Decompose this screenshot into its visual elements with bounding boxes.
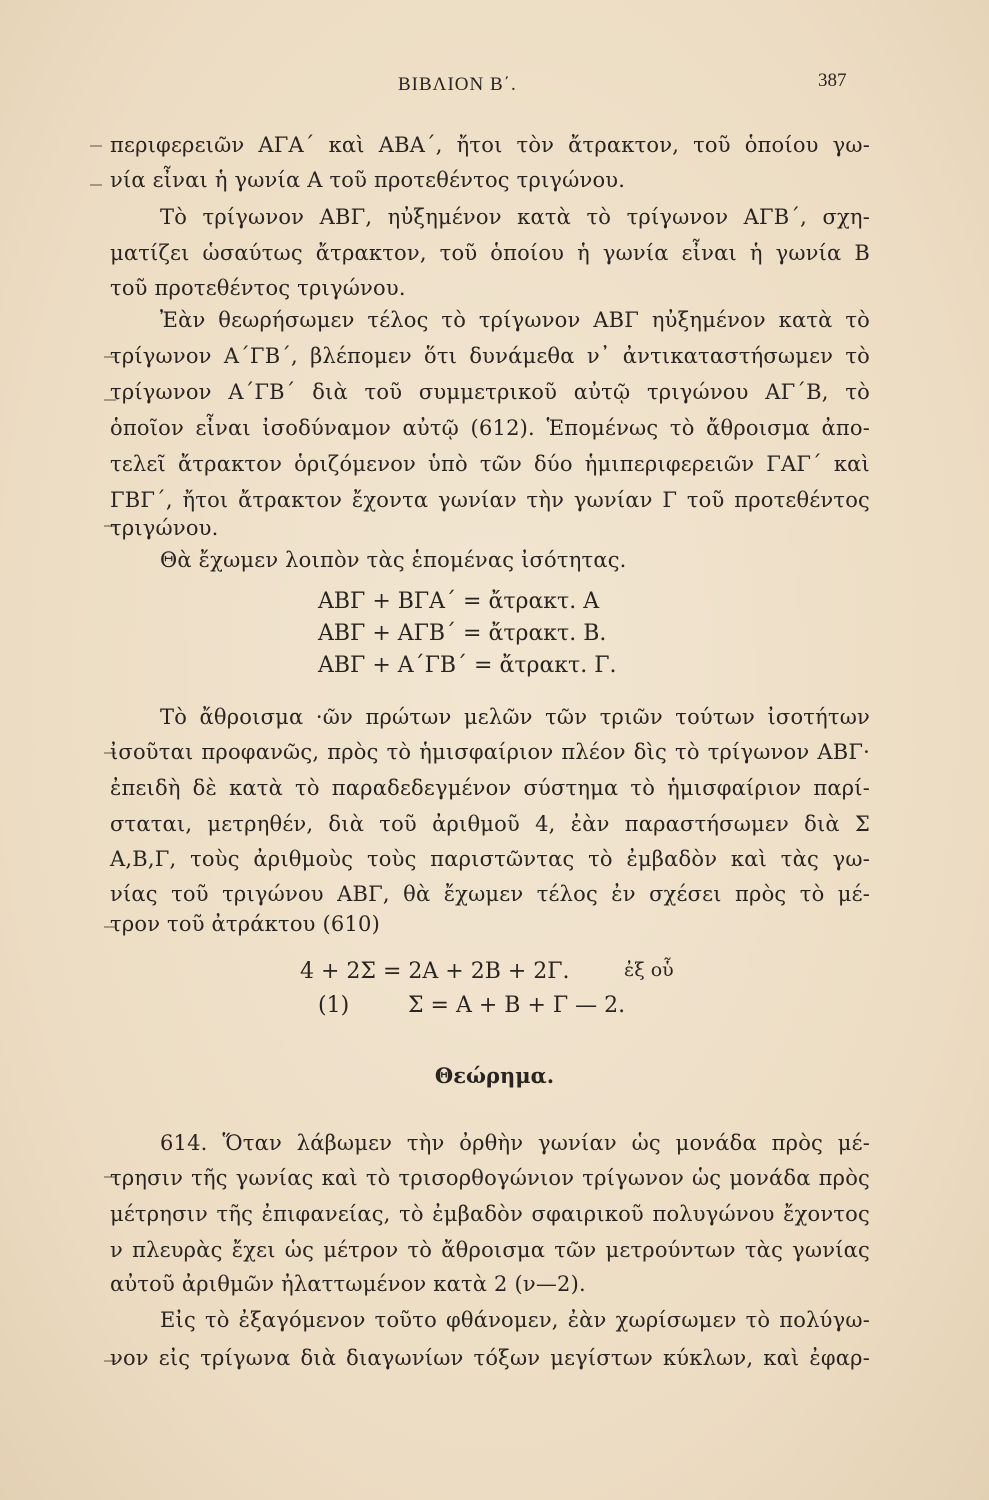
text-line: σταται, μετρηθέν, διὰ τοῦ ἀριθμοῦ 4, ἐὰν παραστήσωμεν διὰ Σ [110,812,870,836]
text-line: τρίγωνον Α΄ΓΒ΄ διὰ τοῦ συμμετρικοῦ αὐτῷ τριγώνου ΑΓ΄Β, τὸ [110,380,870,404]
text-line: νίας τοῦ τριγώνου ΑΒΓ, θὰ ἔχωμεν τέλος ἐν σχέσει πρὸς τὸ μέ- [110,882,870,906]
equation-suffix: ἐξ οὗ [624,959,674,981]
equation: ΑΒΓ + ΒΓΑ΄ = ἄτρακτ. Α [318,589,600,614]
text-line: τρίγωνον Α΄ΓΒ΄, βλέπομεν ὅτι δυνάμεθα ν᾽ ἀντικαταστήσωμεν τὸ [110,344,870,368]
text-line: ν πλευρὰς ἔχει ὡς μέτρον τὸ ἄθροισμα τῶν μετρούντων τὰς γωνίας [110,1238,870,1262]
equation-label: (1) [318,993,350,1018]
text-line: περιφερειῶν ΑΓΑ΄ καὶ ΑΒΑ΄, ἤτοι τὸν ἄτρακτον, τοῦ ὁποίου γω- [110,133,870,157]
running-title: ΒΙΒΛΙΟΝ Β΄. [398,74,517,95]
paragraph-4: Θὰ ἔχωμεν λοιπὸν τὰς ἑπομένας ἰσότητας. [160,548,627,572]
margin-mark [90,184,102,186]
text-line: τρον τοῦ ἀτράκτου (610) [110,912,380,936]
text-line: Τὸ τρίγωνον ΑΒΓ, ηὐξημένον κατὰ τὸ τρίγωνον ΑΓΒ΄, σχη- [160,205,870,229]
page-number: 387 [818,70,847,91]
margin-mark [90,145,102,147]
text-line: Τὸ ἄθροισμα ·ῶν πρώτων μελῶν τῶν τριῶν τούτων ἰσοτήτων [160,705,870,729]
equation: ΑΒΓ + Α΄ΓΒ΄ = ἄτρακτ. Γ. [318,653,617,678]
text-line: τελεῖ ἄτρακτον ὁριζόμενον ὑπὸ τῶν δύο ἡμιπεριφερειῶν ΓΑΓ΄ καὶ [110,452,870,476]
text-line: νον εἰς τρίγωνα διὰ διαγωνίων τόξων μεγίστων κύκλων, καὶ ἐφαρ- [110,1346,870,1370]
text-line: Εἰς τὸ ἐξαγόμενον τοῦτο φθάνομεν, ἐὰν χωρίσωμεν τὸ πολύγω- [160,1308,870,1332]
theorem-heading: Θεώρημα. [434,1063,555,1088]
text-line: νία εἶναι ἡ γωνία Α τοῦ προτεθέντος τριγώνου. [110,168,626,192]
text-line: ματίζει ὡσαύτως ἄτρακτον, τοῦ ὁποίου ἡ γωνία εἶναι ἡ γωνία Β [110,241,870,265]
text-line: τοῦ προτεθέντος τριγώνου. [110,276,406,300]
text-line: ὁποῖον εἶναι ἰσοδύναμον αὐτῷ (612). Ἑπομένως τὸ ἄθροισμα ἀπο- [110,416,870,440]
equation: ΑΒΓ + ΑΓΒ΄ = ἄτρακτ. Β. [318,621,607,646]
equation-formula: Σ = Α + Β + Γ — 2. [408,993,626,1018]
text-line: ΓΒΓ΄, ἤτοι ἄτρακτον ἔχοντα γωνίαν τὴν γωνίαν Γ τοῦ προτεθέντος [110,488,870,512]
text-line: αὐτοῦ ἀριθμῶν ἠλαττωμένον κατὰ 2 (ν—2). [110,1272,586,1296]
text-line: 614. Ὅταν λάβωμεν τὴν ὀρθὴν γωνίαν ὡς μονάδα πρὸς μέ- [160,1131,870,1155]
text-line: ἐπειδὴ δὲ κατὰ τὸ παραδεδεγμένον σύστημα τὸ ἡμισφαίριον παρί- [110,776,870,800]
text-line: Α,Β,Γ, τοὺς ἀριθμοὺς τοὺς παριστῶντας τὸ ἐμβαδὸν καὶ τὰς γω- [110,847,870,871]
equation-formula: 4 + 2Σ = 2Α + 2Β + 2Γ. [300,959,570,984]
page-header [0,70,989,100]
text-line: τρησιν τῆς γωνίας καὶ τὸ τρισορθογώνιον τρίγωνον ὡς μονάδα πρὸς [110,1166,870,1190]
text-line: μέτρησιν τῆς ἐπιφανείας, τὸ ἐμβαδὸν σφαιρικοῦ πολυγώνου ἔχοντος [110,1202,870,1226]
text-line: τριγώνου. [110,516,219,540]
text-line: ἰσοῦται προφανῶς, πρὸς τὸ ἡμισφαίριον πλέον δὶς τὸ τρίγωνον ΑΒΓ· [110,740,870,764]
text-line: Ἐὰν θεωρήσωμεν τέλος τὸ τρίγωνον ΑΒΓ ηὐξημένον κατὰ τὸ [160,308,870,332]
